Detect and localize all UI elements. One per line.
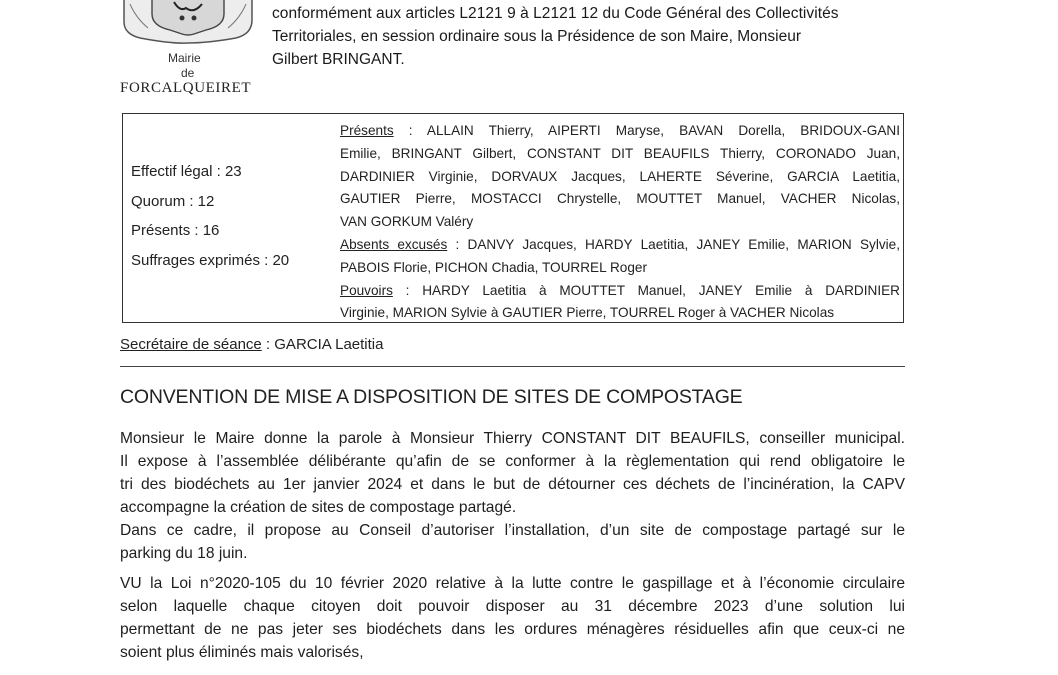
body-line: parking du 18 juin. [120, 545, 248, 562]
body-line: Il expose à l’assemblée délibérante qu’afin de se conformer à la règlementation qui rend obligatoire le [120, 453, 905, 470]
presents-line: GAUTIER Pierre, MOSTACCI Chrystelle, MOUTTET Manuel, VACHER Nicolas, [340, 191, 900, 207]
pouvoirs-label: Pouvoirs [340, 282, 393, 298]
section-title: CONVENTION DE MISE A DISPOSITION DE SITES DE COMPOSTAGE [120, 386, 743, 408]
body-line: selon laquelle chaque citoyen doit pouvoir disposer au 31 décembre 2023 d’une solution lui [120, 598, 905, 615]
presents-names: : ALLAIN Thierry, AIPERTI Maryse, BAVAN Dorella, BRIDOUX-GANI [393, 123, 900, 138]
pouvoirs-line: Virginie, MARION Sylvie à GAUTIER Pierre, TOURREL Roger à VACHER Nicolas [340, 305, 835, 321]
de-label: de [181, 66, 195, 80]
presents-label: Présents [340, 123, 394, 138]
presents-line: DARDINIER Virginie, DORVAUX Jacques, LAHERTE Séverine, GARCIA Laetitia, [340, 168, 900, 184]
section-divider [120, 366, 905, 367]
quorum: Quorum : 12 [131, 192, 215, 210]
body-line: permettant de ne pas jeter ses biodéchets dans les ordures ménagères résiduelles afin que ceux-ci ne [120, 621, 905, 638]
body-line: soient plus éliminés mais valorisés, [120, 644, 364, 661]
town-name: FORCALQUEIRET [120, 80, 252, 96]
body-line: Dans ce cadre, il propose au Conseil d’autoriser l’installation, d’un site de compostage partagé sur le [120, 522, 905, 539]
presents-line: VAN GORKUM Valéry [340, 214, 474, 230]
absents-names: : DANVY Jacques, HARDY Laetitia, JANEY Emilie, MARION Sylvie, [447, 236, 900, 252]
coat-of-arms-icon [122, 0, 254, 44]
absents-label: Absents excusés [340, 236, 448, 252]
effectif-legal: Effectif légal : 23 [131, 163, 242, 180]
secretary-name: : GARCIA Laetitia [261, 336, 384, 353]
body-line: VU la Loi n°2020-105 du 10 février 2020 relative à la lutte contre le gaspillage et à l’économie circulaire [120, 575, 905, 592]
mairie-label: Mairie [168, 51, 201, 65]
pouvoirs-names: : HARDY Laetitia à MOUTTET Manuel, JANEY Emilie à DARDINIER [392, 282, 900, 298]
attendance-list [340, 120, 900, 325]
intro-line: Gilbert BRINGANT. [272, 51, 405, 68]
presents-count: Présents : 16 [131, 222, 220, 239]
secretary-label: Secrétaire de séance [120, 336, 262, 353]
secretary-line [120, 336, 384, 353]
absents-row [340, 234, 900, 257]
suffrages-exprimes: Suffrages exprimés : 20 [131, 251, 290, 269]
stats-column [131, 160, 289, 278]
body-paragraph-vu [120, 572, 905, 664]
presents-line: Emilie, BRINGANT Gilbert, CONSTANT DIT BEAUFILS Thierry, CORONADO Juan, [340, 145, 900, 161]
body-line: tri des biodéchets au 1er janvier 2024 et dans le but de détourner ces déchets de l’incinération, la CAPV [120, 476, 905, 493]
body-paragraph [120, 427, 905, 565]
presents-row [340, 120, 900, 143]
intro-paragraph [272, 2, 912, 71]
absents-line: PABOIS Florie, PICHON Chadia, TOURREL Roger [340, 259, 647, 275]
pouvoirs-row [340, 280, 900, 303]
body-line: Monsieur le Maire donne la parole à Monsieur Thierry CONSTANT DIT BEAUFILS, conseiller municipal. [120, 430, 905, 447]
body-line: accompagne la création de sites de compostage partagé. [120, 499, 517, 516]
intro-line: conformément aux articles L2121 9 à L2121 12 du Code Général des Collectivités [272, 5, 839, 22]
intro-line: Territoriales, en session ordinaire sous la Présidence de son Maire, Monsieur [272, 28, 801, 45]
